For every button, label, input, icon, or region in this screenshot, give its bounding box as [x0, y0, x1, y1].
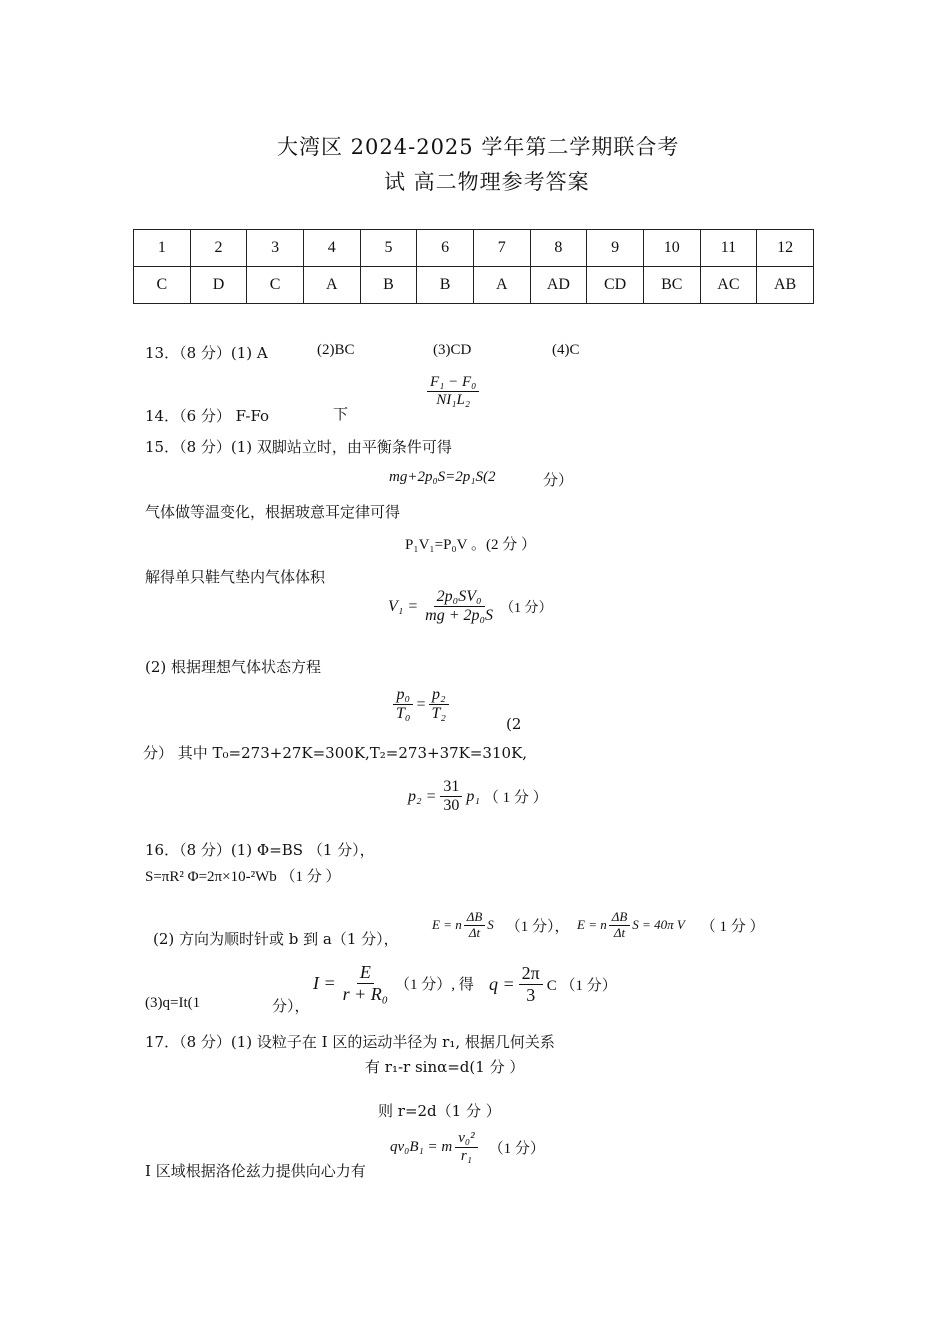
q15-eq4-score: (2	[506, 715, 522, 733]
q15-eq5-den: 30	[443, 797, 460, 815]
q17-line2: 有 r₁-r sinα=d(1 分 ）	[365, 1058, 525, 1076]
page-title-line1: 大湾区 2024-2025 学年第二学期联合考	[277, 135, 680, 159]
q16-line3: (2) 方向为顺时针或 b 到 a（1 分），	[153, 930, 399, 948]
q13-part2: (2)BC	[317, 342, 355, 358]
table-cell: 7	[473, 230, 530, 267]
q15-eq4-equals: =	[416, 695, 426, 713]
q15-line3: 解得单只鞋气垫内气体体积	[145, 568, 326, 586]
q16-e1-den: Δt	[468, 924, 481, 940]
q15-eq1: mg+2p₀S=2p₁S(2	[389, 469, 496, 485]
table-cell: AD	[530, 267, 587, 304]
q16-lead: 16．（8 分）(1) Φ=BS （1 分），	[145, 841, 375, 859]
table-cell: BC	[643, 267, 700, 304]
table-cell: B	[417, 267, 474, 304]
q16-e2-den: Δt	[613, 924, 626, 940]
q16-q-lhs: q =	[489, 973, 515, 994]
q15-eq5-rhs: p₁	[466, 787, 480, 805]
q13-part3: (3)CD	[433, 342, 472, 358]
q16-emf-eq1	[432, 910, 570, 941]
q16-emf-eq2	[577, 910, 765, 941]
page-title-line2: 试 高二物理参考答案	[384, 170, 590, 194]
q16-charge-eq	[489, 963, 617, 1005]
q16-e1-score: （1 分），	[505, 918, 570, 935]
q15-eq1-score: 分）	[543, 471, 574, 489]
q15-eq4	[393, 686, 449, 724]
q15-eq4-den2: T₂	[431, 705, 446, 723]
q15-eq5	[408, 778, 548, 816]
table-cell: CD	[587, 267, 644, 304]
q15-line5: 分） 其中 T₀=273+27K=300K,T₂=273+37K=310K,	[143, 744, 528, 762]
q15-lead: 15．（8 分）(1) 双脚站立时，由平衡条件可得	[145, 438, 452, 456]
q15-eq5-num: 31	[440, 778, 462, 797]
q17-f-lhs: qv₀B₁ = m	[390, 1139, 453, 1156]
q17-f-score: （1 分）	[488, 1141, 545, 1158]
q17-line4: I 区域根据洛伦兹力提供向心力有	[145, 1162, 366, 1180]
q16-i-score: （1 分）, 得	[395, 976, 474, 993]
table-cell: 4	[303, 230, 360, 267]
q15-eq3-den: mg + 2p₀S	[425, 607, 494, 625]
q16-q-num: 2π	[519, 963, 543, 985]
q16-line4-score: 分），	[272, 997, 310, 1015]
question-number-row	[134, 230, 814, 267]
q17-force-eq	[390, 1130, 545, 1166]
table-cell: AB	[757, 267, 814, 304]
q15-eq4-den1: T₀	[396, 705, 411, 723]
table-cell: 6	[417, 230, 474, 267]
table-cell: C	[247, 267, 304, 304]
table-cell: C	[134, 267, 191, 304]
table-cell: 11	[700, 230, 757, 267]
q14-fraction	[427, 374, 479, 410]
table-cell: AC	[700, 267, 757, 304]
q15-eq5-score: （ 1 分 ）	[483, 790, 548, 807]
q15-line4: (2) 根据理想气体状态方程	[145, 658, 322, 676]
q16-i-den: r + R₀	[342, 983, 389, 1004]
table-cell: D	[190, 267, 247, 304]
q16-i-lhs: I =	[313, 972, 336, 993]
q16-q-rhs: C （1 分）	[546, 977, 617, 994]
table-cell: B	[360, 267, 417, 304]
q16-e2-score: （ 1 分 ）	[700, 918, 765, 935]
q15-eq2: P₁V₁=P₀V 。(2 分 ）	[405, 537, 536, 553]
table-cell: 12	[757, 230, 814, 267]
q16-e1-num: ΔB	[464, 910, 486, 926]
q15-eq3-score: （1 分）	[500, 600, 553, 616]
q17-lead: 17．（8 分）(1) 设粒子在 I 区的运动半径为 r₁, 根据几何关系	[145, 1033, 555, 1051]
q16-e2-lhs: E = n	[577, 917, 607, 933]
q14-frac-den: NI₁L₂	[436, 392, 471, 409]
q16-e1-rhs: S	[487, 917, 494, 933]
table-cell: 2	[190, 230, 247, 267]
q13-lead: 13．（8 分）(1) A	[145, 344, 268, 362]
q16-line4: (3)q=It(1	[145, 995, 201, 1011]
q14-direction: 下	[333, 405, 349, 423]
q15-eq4-num2: p₂	[429, 686, 449, 705]
q16-i-num: E	[357, 962, 374, 984]
q15-eq4-num1: p₀	[393, 686, 413, 705]
q16-e1-lhs: E = n	[432, 917, 462, 933]
table-cell: 5	[360, 230, 417, 267]
q15-eq3	[388, 588, 553, 626]
q16-e2-num: ΔB	[609, 910, 631, 926]
q13-part4: (4)C	[552, 342, 580, 358]
table-cell: 8	[530, 230, 587, 267]
table-cell: 10	[643, 230, 700, 267]
q16-e2-rhs: S = 40π V	[632, 917, 685, 933]
table-cell: A	[303, 267, 360, 304]
q15-eq3-num: 2p₀SV₀	[434, 588, 485, 607]
q17-f-num: v₀²	[455, 1130, 477, 1148]
table-cell: A	[473, 267, 530, 304]
answer-table	[133, 229, 814, 304]
q15-eq5-lhs: p₂ =	[408, 787, 437, 805]
table-cell: 3	[247, 230, 304, 267]
q16-q-den: 3	[526, 984, 536, 1005]
q17-f-den: r₁	[460, 1148, 472, 1165]
q16-line2: S=πR² Φ=2π×10-²Wb （1 分 ）	[145, 869, 341, 885]
q16-current-eq	[313, 962, 474, 1004]
table-cell: 9	[587, 230, 644, 267]
q14-frac-num: F₁ − F₀	[427, 374, 479, 392]
q15-eq3-lhs: V₁ =	[388, 597, 419, 615]
q14-lead: 14．（6 分） F-Fo	[145, 407, 270, 425]
answer-row	[134, 267, 814, 304]
q17-line3: 则 r=2d（1 分 ）	[378, 1102, 501, 1120]
q15-line2: 气体做等温变化，根据玻意耳定律可得	[145, 503, 401, 521]
table-cell: 1	[134, 230, 191, 267]
